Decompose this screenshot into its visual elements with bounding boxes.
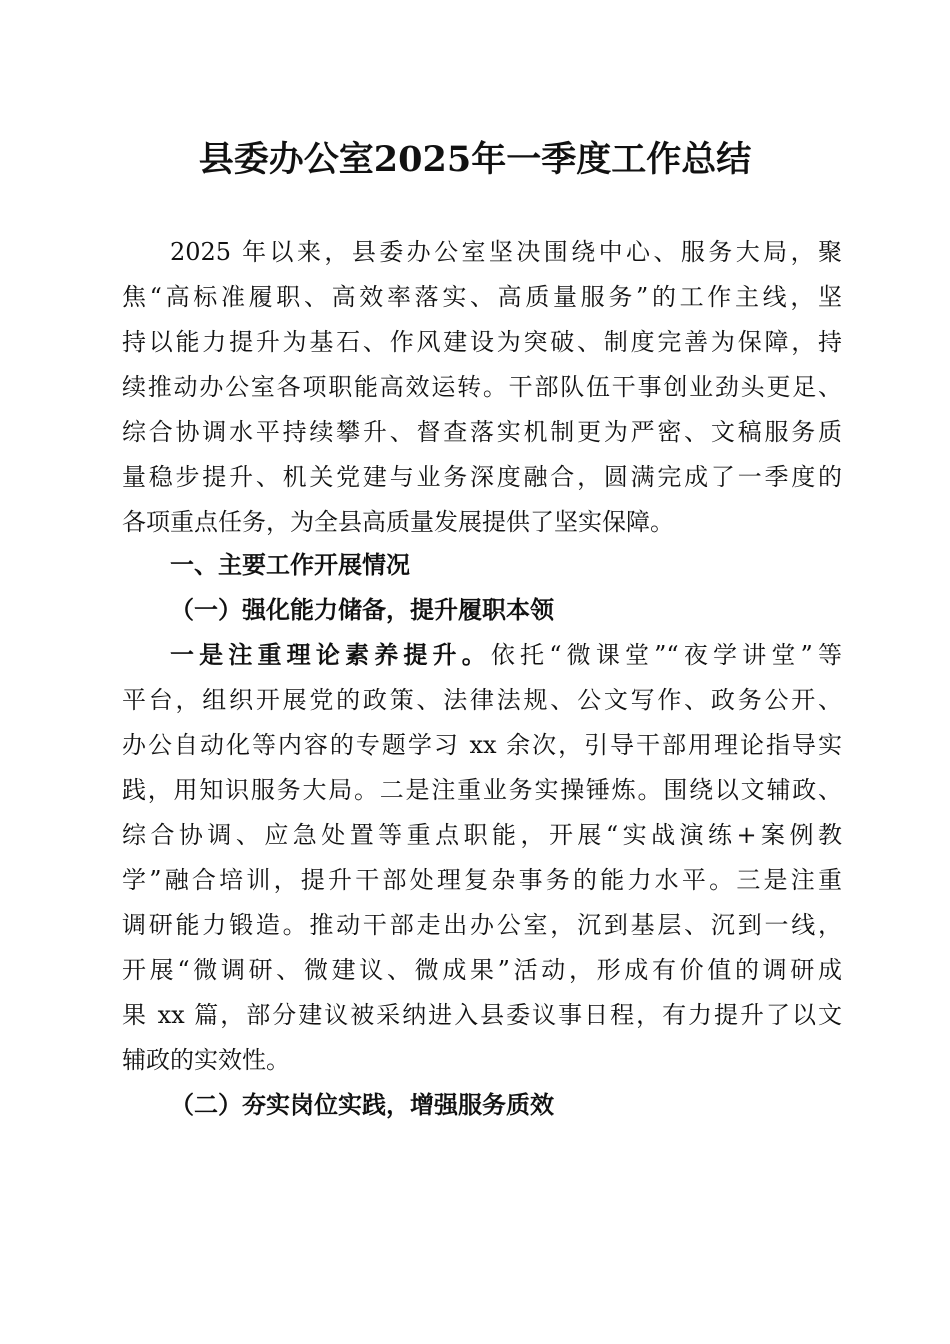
- intro-line-5: 综合协调水平持续攀升、督查落实机制更为严密、文稿服务质: [122, 418, 842, 446]
- subsection-heading-practice: （二）夯实岗位实践，增强服务质效: [170, 1090, 554, 1119]
- sub1-line-5: 综合协调、应急处置等重点职能，开展“实战演练+案例教: [122, 821, 842, 849]
- sub1-line-1: [170, 633, 842, 677]
- sub1-line-7: 调研能力锻造。推动干部走出办公室，沉到基层、沉到一线，: [122, 911, 842, 939]
- section-heading-main-work: 一、主要工作开展情况: [170, 551, 410, 579]
- sub1-first-line-rest: 依托“微课堂”“夜学讲堂”等: [490, 641, 842, 669]
- intro-line-6: 量稳步提升、机关党建与业务深度融合，圆满完成了一季度的: [122, 463, 842, 491]
- sub1-line-3: 办公自动化等内容的专题学习 xx 余次，引导干部用理论指导实: [122, 731, 842, 759]
- document-title: 县委办公室2025年一季度工作总结: [198, 139, 752, 180]
- sub1-line-9: 果 xx 篇，部分建议被采纳进入县委议事日程，有力提升了以文: [122, 1001, 842, 1029]
- intro-line-4: 续推动办公室各项职能高效运转。干部队伍干事创业劲头更足、: [122, 373, 842, 401]
- intro-line-7: 各项重点任务，为全县高质量发展提供了坚实保障。: [122, 508, 674, 536]
- sub1-line-10: 辅政的实效性。: [122, 1046, 290, 1074]
- sub1-line-6: 学”融合培训，提升干部处理复杂事务的能力水平。三是注重: [122, 866, 842, 894]
- intro-line-2: 焦“高标准履职、高效率落实、高质量服务”的工作主线，坚: [122, 283, 842, 311]
- sub1-line-8: 开展“微调研、微建议、微成果”活动，形成有价值的调研成: [122, 956, 842, 984]
- sub1-lead-phrase: 一是注重理论素养提升。: [170, 640, 491, 669]
- intro-line-1: 2025 年以来，县委办公室坚决围绕中心、服务大局，聚: [170, 238, 842, 266]
- sub1-line-2: 平台，组织开展党的政策、法律法规、公文写作、政务公开、: [122, 686, 842, 714]
- sub1-line-4: 践，用知识服务大局。二是注重业务实操锤炼。围绕以文辅政、: [122, 776, 842, 804]
- intro-line-3: 持以能力提升为基石、作风建设为突破、制度完善为保障，持: [122, 328, 842, 356]
- subsection-heading-capability: （一）强化能力储备，提升履职本领: [170, 595, 554, 624]
